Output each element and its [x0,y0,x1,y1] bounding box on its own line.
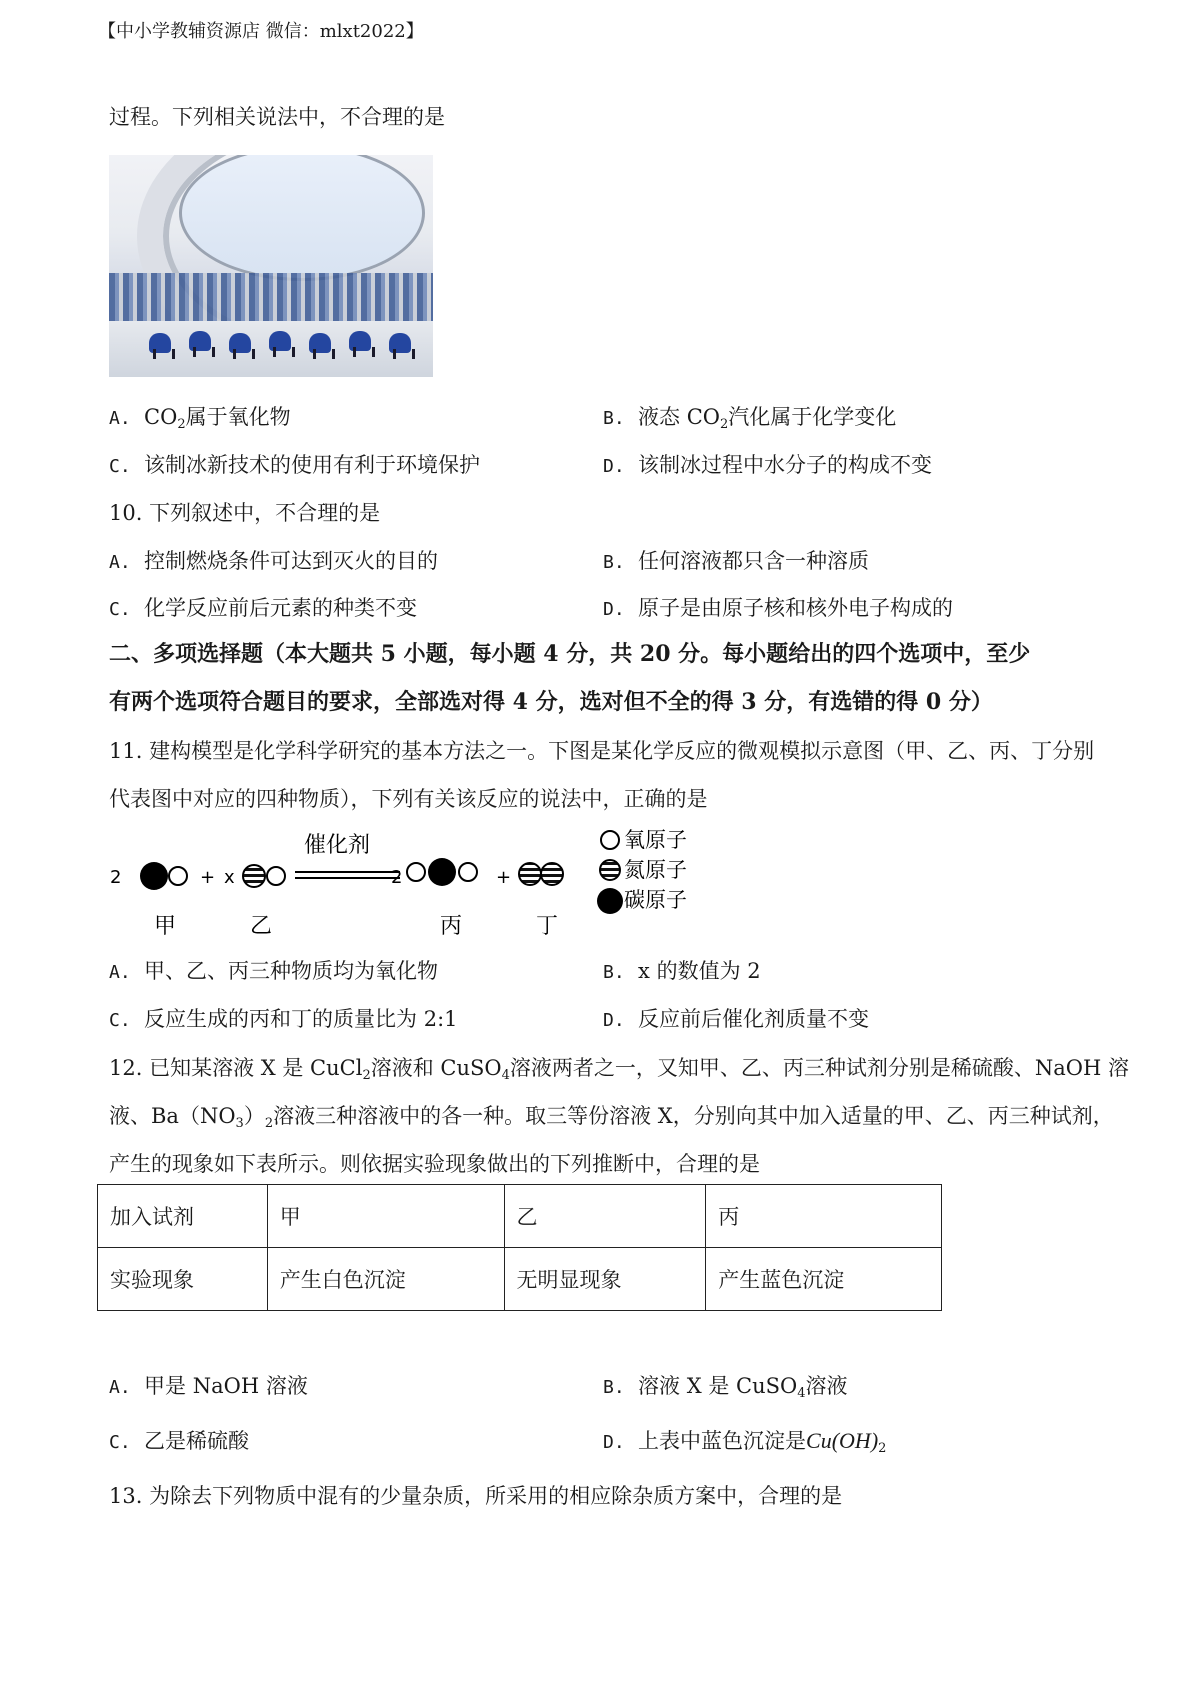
plus-2: + [496,867,512,888]
speed-skating-oval-photo [109,155,433,377]
label-bing: 丙 [440,914,463,939]
q9-option-d: D. 该制冰过程中水分子的构成不变 [603,453,933,477]
q9-option-a: A. $CO_2$属于氧化物 [109,405,291,432]
table-cell: 加入试剂 [98,1185,268,1248]
oxygen-atom [169,867,187,885]
coef-2: x [224,867,235,888]
carbon-atom [428,858,456,886]
table-cell: 丙 [706,1185,942,1248]
legend-nitrogen-icon [600,860,620,880]
label-yi: 乙 [250,914,273,939]
q9-stem-end: 过程。下列相关说法中，不合理的是 [109,105,445,129]
q11-option-b: B. x 的数值为 2 [603,959,761,983]
q10-stem: 10. 下列叙述中，不合理的是 [109,501,381,525]
q11-stem-line1: 11. 建构模型是化学科学研究的基本方法之一。下图是某化学反应的微观模拟示意图（甲、乙、丙、丁分别 [109,739,1095,763]
legend-carbon: 碳原子 [624,888,687,912]
carbon-atom [140,862,168,890]
table-cell: 实验现象 [98,1248,268,1311]
section2-heading-line2: 有两个选项符合题目的要求，全部选对得 4 分，选对但不全的得 3 分，有选错的得 0 分） [109,689,993,715]
nitrogen-atom [243,865,265,887]
q12-stem-line1: 12. 已知某溶液 X 是 CuCl$_2$溶液和 CuSO$_4$溶液两者之一，又知甲、乙、丙三种试剂分别是稀硫酸、NaOH 溶 [109,1056,1129,1083]
table-cell: 产生白色沉淀 [267,1248,504,1311]
legend-nitrogen: 氮原子 [624,858,687,882]
q9-option-c: C. 该制冰新技术的使用有利于环境保护 [109,453,481,477]
nitrogen-atom [519,863,541,885]
table-cell: 无明显现象 [504,1248,706,1311]
q13-stem: 13. 为除去下列物质中混有的少量杂质，所采用的相应除杂质方案中，合理的是 [109,1484,843,1508]
coef-1: 2 [110,867,122,888]
q10-option-d: D. 原子是由原子核和核外电子构成的 [603,596,954,620]
q12-option-b: B. 溶液 X 是 CuSO$_4$溶液 [603,1374,848,1401]
q11-option-c: C. 反应生成的丙和丁的质量比为 2:1 [109,1007,458,1031]
plus-1: + [200,867,216,888]
q9-option-b: B. 液态 $CO_2$汽化属于化学变化 [603,405,897,432]
table-row [98,1248,942,1311]
section2-heading-line1: 二、多项选择题（本大题共 5 小题，每小题 4 分，共 20 分。每小题给出的四个选项中，至少 [109,641,1031,667]
q11-option-d: D. 反应前后催化剂质量不变 [603,1007,870,1031]
oxygen-atom [407,863,425,881]
header-watermark: 【中小学教辅资源店 微信：mlxt2022】 [98,21,424,42]
coef-3: 2 [391,867,403,888]
experiment-table [97,1184,942,1311]
table-cell: 甲 [267,1185,504,1248]
q12-stem-line3: 产生的现象如下表所示。则依据实验现象做出的下列推断中，合理的是 [109,1152,760,1176]
table-cell: 乙 [504,1185,706,1248]
table-cell: 产生蓝色沉淀 [706,1248,942,1311]
label-ding: 丁 [536,914,559,939]
legend-oxygen-icon [601,831,619,849]
oxygen-atom [459,863,477,881]
q10-option-c: C. 化学反应前后元素的种类不变 [109,596,418,620]
q12-option-a: A. 甲是 NaOH 溶液 [109,1374,308,1398]
q12-option-d: D. 上表中蓝色沉淀是$Cu(OH)_2$ [603,1428,887,1456]
legend-carbon-icon [597,888,623,914]
nitrogen-atom [541,863,563,885]
reaction-diagram [110,820,730,945]
catalyst-label: 催化剂 [304,833,371,858]
table-row [98,1185,942,1248]
q12-stem-line2: 液、$Ba(NO_3)_2$溶液三种溶液中的各一种。取三等份溶液 X，分别向其中加入适量的甲、乙、丙三种试剂， [109,1104,1114,1131]
legend-oxygen: 氧原子 [624,828,687,852]
q10-option-a: A. 控制燃烧条件可达到灭火的目的 [109,549,439,573]
q12-option-c: C. 乙是稀硫酸 [109,1429,250,1453]
q10-option-b: B. 任何溶液都只含一种溶质 [603,549,870,573]
oxygen-atom [267,867,285,885]
q11-stem-line2: 代表图中对应的四种物质），下列有关该反应的说法中，正确的是 [109,787,708,811]
q11-option-a: A. 甲、乙、丙三种物质均为氧化物 [109,959,439,983]
label-jia: 甲 [154,914,177,939]
